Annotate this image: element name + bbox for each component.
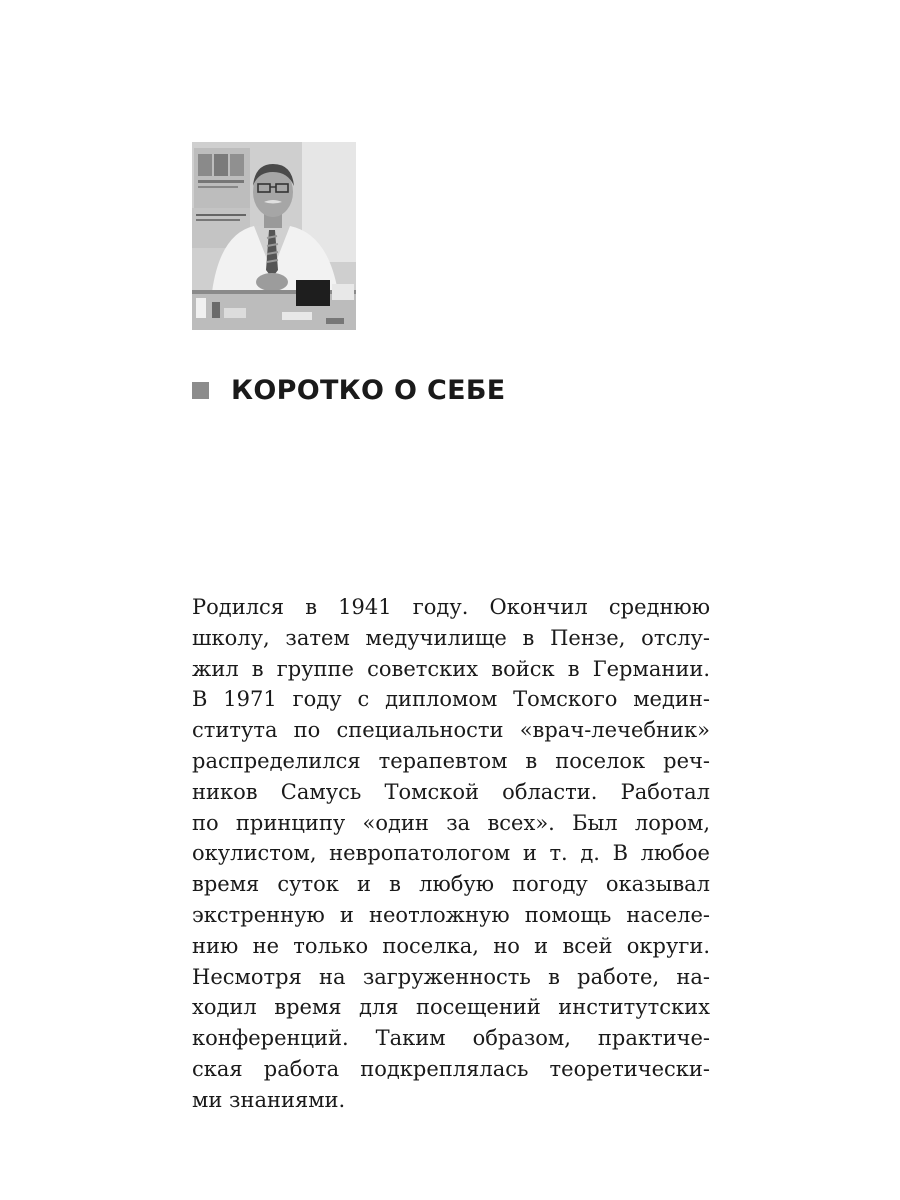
paragraph-line: В 1971 году с дипломом Томского медин- [192, 687, 710, 712]
paragraph-line: ходил время для посещений институтских [192, 995, 710, 1020]
paragraph-line: ми знаниями. [192, 1087, 346, 1112]
author-portrait-photo [192, 142, 356, 330]
section-title: КОРОТКО О СЕБЕ [231, 374, 506, 406]
paragraph-line: жил в группе советских войск в Германии. [192, 656, 710, 681]
paragraph-line: конференций. Таким образом, практиче- [192, 1026, 710, 1051]
paragraph-line: ская работа подкреплялась теоретически- [192, 1056, 710, 1081]
paragraph-line: Несмотря на загруженность в работе, на- [192, 964, 710, 989]
portrait-illustration [192, 142, 356, 330]
biography-paragraph [192, 592, 710, 1116]
paragraph-line: школу, затем медучилище в Пензе, отслу- [192, 625, 710, 650]
paragraph-line: экстренную и неотложную помощь населе- [192, 902, 710, 927]
section-heading [192, 366, 505, 414]
heading-bullet-square [192, 382, 209, 399]
paragraph-line: распределился терапевтом в поселок реч- [192, 748, 710, 773]
paragraph-line: нию не только поселка, но и всей округи. [192, 933, 710, 958]
paragraph-line: ников Самусь Томской области. Работал [192, 779, 710, 804]
paragraph-line: по принципу «один за всех». Был лором, [192, 810, 710, 835]
paragraph-line: окулистом, невропатологом и т. д. В любое [192, 841, 710, 866]
paragraph-line: время суток и в любую погоду оказывал [192, 872, 710, 897]
paragraph-line: ститута по специальности «врач-лечебник» [192, 718, 710, 743]
paragraph-line: Родился в 1941 году. Окончил среднюю [192, 595, 710, 619]
